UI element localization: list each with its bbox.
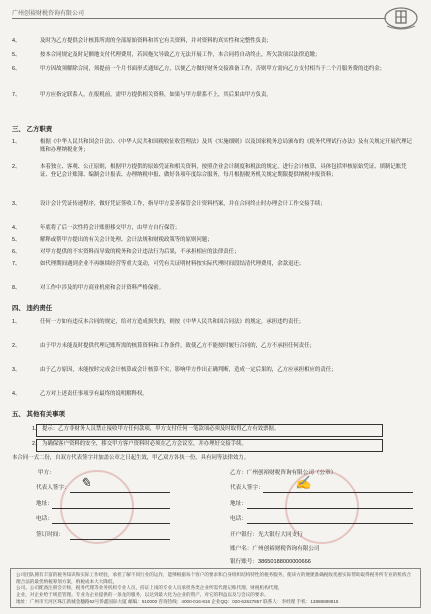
footer-line: 公司团队拥有丰富的税务知识和实际工作经验，承担了解不同行业的运作，能够根据每个客户的要求和自身组织结构特性的税务服务，使该方的便捷准确税收优惠实际帮助取得税务所专业的机构合理合法的最优纳税筹划方案，纳税成本大大降低，: [16, 572, 412, 584]
party-b-phone-label: 电话：: [230, 516, 247, 522]
footer-line: 企业，对企业给于规范管理。专业为企业提供的一条龙的服务，以达到最大化为企业的资产、对它的利益以及与会议的要求。: [16, 591, 269, 597]
handwritten-signature: ✎: [80, 476, 91, 491]
party-b-address-label: 地址：: [230, 501, 247, 507]
party-b-bank-label: 开户银行：光大银行大同支行: [230, 532, 303, 538]
closing-text: 本合同一式二份，自双方代表签字并加盖公章之日起生效，甲乙双方各执一份，具有同等法律效力。: [12, 455, 250, 461]
party-a-date-label: 签订时间：: [36, 532, 64, 538]
page-header: [12, 6, 419, 32]
party-a-address-label: 地址：: [36, 501, 53, 507]
company-seal: [60, 470, 134, 544]
handwritten-signature: ✍: [295, 476, 312, 491]
party-b-rep-label: 代表人签字：: [230, 485, 264, 491]
header-divider: [12, 18, 386, 19]
section-heading: 三、 乙方职责: [12, 126, 53, 133]
party-b-account-name: 账户名：广州创裕财税咨询有限公司: [230, 546, 320, 552]
party-a-phone-label: 电话：: [36, 516, 53, 522]
signature-line: [70, 492, 170, 493]
party-b-label: 乙方：广州创裕财税咨询有限公司（公章）: [230, 470, 337, 476]
party-b-account-number: 银行账号：38650188000000666: [230, 559, 311, 565]
signature-line: [263, 492, 413, 493]
company-logo-icon: [383, 6, 419, 32]
section-heading: 五、 其他有关事项: [12, 411, 65, 418]
signature-line: [70, 539, 170, 540]
signature-line: [247, 523, 413, 524]
party-a-rep-label: 代表人签字：: [36, 485, 70, 491]
signature-line: [247, 508, 413, 509]
party-a-label: 甲方：: [38, 470, 55, 476]
signature-line: [52, 523, 170, 524]
section-heading: 四、 违约责任: [12, 305, 53, 312]
signature-line: [52, 508, 170, 509]
footer-contact: 地址：广州市天河区珠江新城金穗路62号侨鑫国际大厦 邮编：510000 咨询热线：4000-016-816 企业QQ：020-62627857 联系人：李经理 手机：13888888815: [16, 598, 339, 604]
footer-line: 公司。公司配备注册会计师，税务代理等业务机构专业人员，持证上岗的专业人员承担各类企业所需代理记账代理、财税机构代理，: [16, 585, 283, 591]
header-company-name: 广州创裕财税咨询有限公司: [12, 11, 85, 17]
company-footer: [10, 568, 421, 608]
